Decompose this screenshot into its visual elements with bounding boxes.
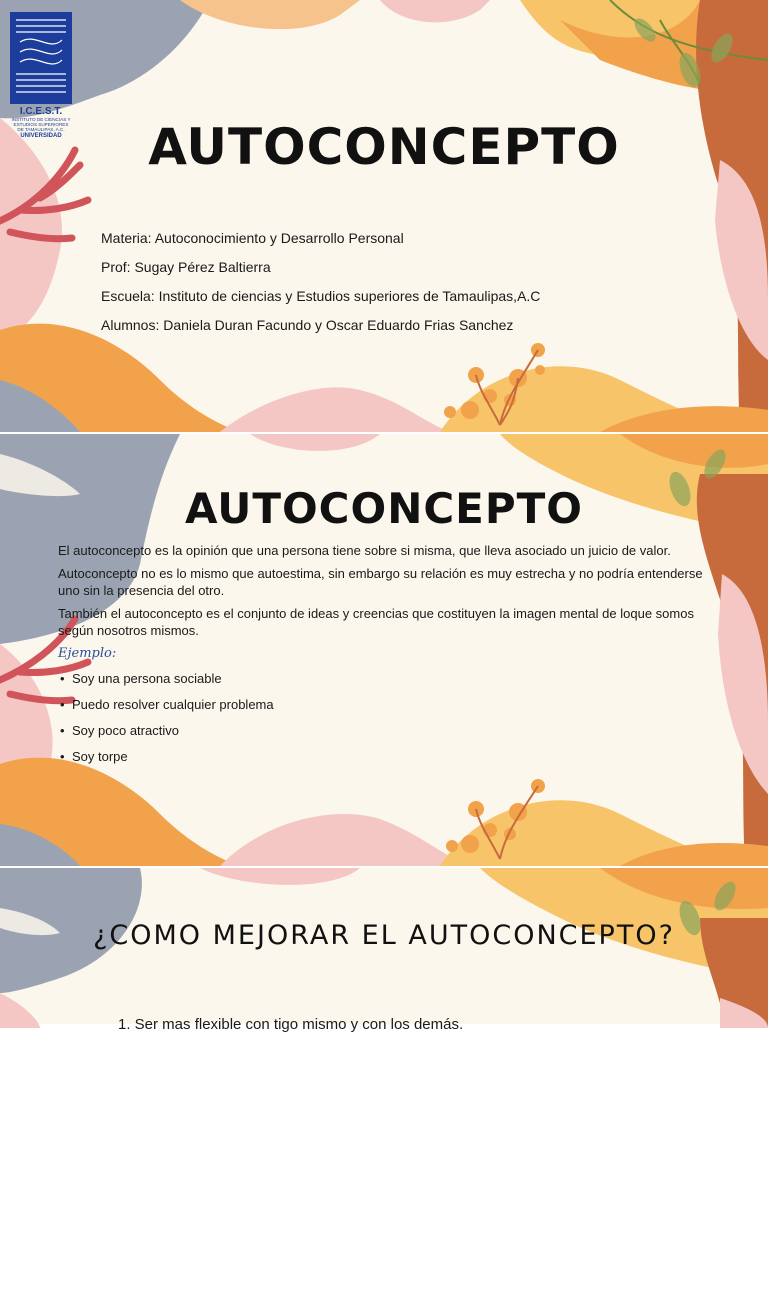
logo-emblem <box>10 12 72 104</box>
paragraph: Autoconcepto no es lo mismo que autoestima, sin embargo su relación es muy estrecha y no podría entenderse uno sin la presencia del otro. <box>58 566 703 598</box>
info-materia: Materia: Autoconocimiento y Desarrollo Personal <box>101 230 404 246</box>
list-item: • Soy poco atractivo <box>60 723 179 738</box>
list-item: 1. Ser mas flexible con tigo mismo y con los demás. <box>118 1016 464 1033</box>
course-info <box>101 230 540 346</box>
decorative-background <box>0 0 768 432</box>
slide-definition <box>0 434 768 866</box>
slide-title <box>0 0 768 432</box>
definition-body <box>58 542 708 774</box>
info-alumnos: Alumnos: Daniela Duran Facundo y Oscar Eduardo Frias Sanchez <box>101 317 514 333</box>
paragraph: El autoconcepto es la opinión que una persona tiene sobre si misma, que lleva asociado un juicio de valor. <box>58 543 671 558</box>
info-prof: Prof: Sugay Pérez Baltierra <box>101 259 271 275</box>
logo-brand: I.C.E.S.T. <box>19 106 63 117</box>
slide-title-heading: AUTOCONCEPTO <box>148 118 620 176</box>
info-escuela: Escuela: Instituto de ciencias y Estudios superiores de Tamaulipas,A.C <box>101 288 541 304</box>
slide-improve <box>0 868 768 1033</box>
list-item: • Soy torpe <box>60 749 128 764</box>
list-item: • Soy una persona sociable <box>60 671 222 686</box>
paragraph: También el autoconcepto es el conjunto de ideas y creencias que costituyen la imagen mental de loque somos según nosotros mismos. <box>58 606 694 638</box>
logo-university: UNIVERSIDAD <box>20 133 62 139</box>
improve-title: ¿COMO MEJORAR EL AUTOCONCEPTO? <box>93 920 675 951</box>
list-item: • Puedo resolver cualquier problema <box>60 697 274 712</box>
example-label: Ejemplo: <box>58 646 117 661</box>
logo-subtitle: INSTITUTO DE CIENCIAS Y ESTUDIOS SUPERIORES DE TAMAULIPAS, A.C. <box>11 117 71 132</box>
definition-title: AUTOCONCEPTO <box>185 484 583 533</box>
